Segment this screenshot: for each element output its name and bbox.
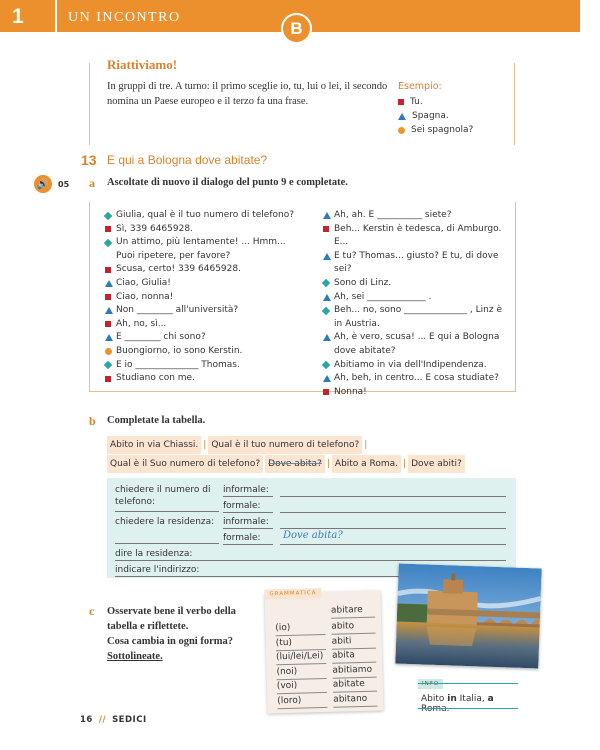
conjugation-pronoun: (noi) xyxy=(276,666,298,677)
dialog-text: Ah, sei _____________ . xyxy=(334,291,432,302)
example-title: Esempio: xyxy=(398,81,442,92)
dialog-text: Scusa, certo! 339 6465928. xyxy=(116,264,241,275)
square-marker-icon xyxy=(323,389,329,395)
dialog-line xyxy=(323,223,511,250)
example-list xyxy=(398,95,473,137)
grammar-line xyxy=(276,663,326,665)
diamond-marker-icon xyxy=(104,211,112,219)
dialog-line xyxy=(323,386,511,400)
dialog-line xyxy=(105,359,305,373)
phrase-chip[interactable]: Abito a Roma. xyxy=(332,455,401,473)
dialog-line xyxy=(105,209,305,223)
phrase-chips xyxy=(107,436,517,474)
dialog-line xyxy=(105,263,305,277)
handwritten-answer: Dove abita? xyxy=(283,530,343,541)
dialog-line xyxy=(323,250,511,277)
square-marker-icon xyxy=(398,99,404,105)
dialog-left-column xyxy=(105,209,305,386)
formale-label: formale: xyxy=(223,533,261,543)
row-label-address: indicare l'indirizzo: xyxy=(115,565,200,575)
info-text xyxy=(421,694,521,714)
grammar-tag: GRAMMATICA xyxy=(264,588,321,599)
row-label-say-residence: dire la residenza: xyxy=(115,549,193,559)
grammar-card xyxy=(264,591,383,714)
info-tag: INFO xyxy=(418,679,443,689)
dialog-line xyxy=(323,277,511,291)
grammar-line xyxy=(332,647,376,649)
triangle-marker-icon xyxy=(105,307,113,314)
conjugation-form[interactable]: abita xyxy=(331,650,356,661)
triangle-marker-icon xyxy=(323,334,331,341)
dialog-line xyxy=(105,345,305,359)
speaker-icon[interactable]: 🔊 xyxy=(34,175,52,193)
dialog-line xyxy=(323,331,511,358)
diamond-marker-icon xyxy=(322,306,330,314)
phrase-chip[interactable]: Dove abiti? xyxy=(408,455,465,473)
chapter-title: UN INCONTRO xyxy=(68,10,181,25)
dialog-line xyxy=(323,304,511,331)
triangle-marker-icon xyxy=(323,212,331,219)
square-marker-icon xyxy=(105,321,111,327)
dialog-text: Giulia, qual è il tuo numero di telefono? xyxy=(116,210,294,220)
dialog-text: Sì, 339 6465928. xyxy=(116,223,193,234)
diamond-marker-icon xyxy=(104,361,112,369)
row-label-residence: chiedere la residenza: xyxy=(115,517,215,527)
triangle-marker-icon xyxy=(323,253,331,260)
task-c-instruction xyxy=(107,604,257,664)
diamond-marker-icon xyxy=(322,361,330,369)
conjugation-pronoun: (voi) xyxy=(276,680,298,692)
info-box xyxy=(418,681,521,714)
dialog-line xyxy=(323,359,511,373)
dialog-line xyxy=(323,291,511,305)
dialog-marker xyxy=(323,304,329,319)
completion-table xyxy=(107,478,516,578)
circle-marker-icon xyxy=(105,348,112,355)
dialog-line xyxy=(105,304,305,318)
audio-track[interactable] xyxy=(34,175,69,193)
label-underline xyxy=(223,512,273,513)
header-divider xyxy=(55,0,57,32)
riattiviamo-text: In gruppi di tre. A turno: il primo sceglie io, tu, lui o lei, il secondo nomina un Paese europeo e il terzo fa una frase. xyxy=(107,81,388,107)
dialog-line xyxy=(105,331,305,345)
info-preposition: in xyxy=(447,694,457,704)
example-item xyxy=(398,109,473,123)
dialog-line xyxy=(323,209,511,223)
phrase-chip[interactable]: Qual è il Suo numero di telefono? xyxy=(107,455,263,473)
answer-line[interactable] xyxy=(280,544,506,545)
photo-illustration xyxy=(395,564,541,669)
info-word: Roma. xyxy=(421,704,450,714)
grammar-line xyxy=(333,676,377,678)
task-c-line-3: Sottolineate. xyxy=(107,651,163,662)
square-marker-icon xyxy=(105,294,111,300)
example-text: Spagna. xyxy=(412,111,449,121)
info-line xyxy=(418,708,518,709)
info-word: Abito xyxy=(421,694,445,704)
dialog-text: Beh... no, sono ______________ , Linz è in Austria. xyxy=(334,305,502,329)
label-underline xyxy=(223,544,273,545)
dialog-text: Un attimo, più lentamente! ... Hmm... Puoi ripetere, per favore? xyxy=(116,237,286,261)
example-item xyxy=(398,123,473,137)
dialog-text: E tu? Thomas... giusto? E tu, di dove sei? xyxy=(334,250,499,275)
square-marker-icon xyxy=(105,376,111,382)
dialog-text: Ciao, nonna! xyxy=(116,291,174,302)
grammar-line xyxy=(276,634,326,636)
chip-separator: | xyxy=(403,459,407,469)
phrase-chip[interactable]: Qual è il tuo numero di telefono? xyxy=(208,436,362,454)
dialog-line xyxy=(105,223,305,237)
conjugation-pronoun: (loro) xyxy=(277,695,302,706)
label-underline xyxy=(223,528,273,529)
diamond-marker-icon xyxy=(104,238,112,246)
dialog-marker xyxy=(105,372,111,387)
diamond-marker-icon xyxy=(322,279,330,287)
conjugation-form[interactable]: abiti xyxy=(331,635,352,647)
page-word: SEDICI xyxy=(112,715,147,725)
riattiviamo-box xyxy=(89,57,515,145)
conjugation-pronoun: (io) xyxy=(275,622,291,634)
castel-santangelo-photo xyxy=(395,564,541,669)
grammar-line xyxy=(332,633,376,635)
triangle-marker-icon xyxy=(105,334,113,341)
page-footer xyxy=(80,715,147,725)
task-c-line-2: Cosa cambia in ogni forma? xyxy=(107,636,233,647)
label-underline xyxy=(115,543,219,544)
dialog-box xyxy=(89,202,516,397)
grammar-line xyxy=(277,692,327,694)
dialog-text: Beh... Kerstin è tedesca, di Amburgo. E... xyxy=(334,223,502,248)
row-label-phone: chiedere il numero di telefono: xyxy=(115,485,211,507)
label-underline xyxy=(115,511,219,512)
dialog-text: Sono di Linz. xyxy=(334,277,392,288)
dialog-marker xyxy=(323,386,329,401)
phrase-chip[interactable]: Abito in via Chiassi. xyxy=(107,436,201,454)
informale-label: informale: xyxy=(223,517,269,527)
phrase-chip-used[interactable]: Dove abita? xyxy=(265,455,325,473)
informale-label: informale: xyxy=(223,485,269,495)
square-marker-icon xyxy=(105,267,111,273)
dialog-line xyxy=(105,318,305,332)
dialog-text: Ah, è vero, scusa! ... E qui a Bologna dove abitate? xyxy=(334,332,500,356)
chapter-number: 1 xyxy=(12,5,24,28)
dialog-line xyxy=(105,277,305,291)
task-b-instruction: Completate la tabella. xyxy=(107,415,206,426)
grammar-line xyxy=(333,705,377,707)
dialog-text: E io ______________ Thomas. xyxy=(116,359,240,370)
triangle-marker-icon xyxy=(323,375,331,382)
answer-line[interactable] xyxy=(280,528,506,529)
formale-label: formale: xyxy=(223,501,261,511)
chip-separator: | xyxy=(203,440,207,450)
circle-marker-icon xyxy=(398,127,405,134)
dialog-text: Non ________ all'università? xyxy=(116,305,239,316)
info-preposition: a xyxy=(487,694,494,704)
answer-line[interactable] xyxy=(280,512,506,513)
triangle-marker-icon xyxy=(105,280,113,287)
answer-line[interactable] xyxy=(115,560,506,561)
task-b-letter: b xyxy=(89,414,96,428)
dialog-text: Ah, no, sì... xyxy=(116,318,167,329)
info-line xyxy=(418,683,518,684)
dialog-text: E ________ chi sono? xyxy=(116,332,206,343)
conjugation-form[interactable]: abitate xyxy=(332,678,365,690)
dialog-right-column xyxy=(323,209,511,399)
dialog-marker xyxy=(105,236,111,251)
exercise-title: E qui a Bologna dove abitate? xyxy=(107,153,268,167)
example-text: Sei spagnola? xyxy=(411,125,474,135)
conjugation-form[interactable]: abitiamo xyxy=(332,664,373,676)
task-c-line-1: Osservate bene il verbo della tabella e riflettete. xyxy=(107,606,236,632)
conjugation-pronoun: (tu) xyxy=(275,637,293,648)
dialog-text: Nonna! xyxy=(334,386,367,397)
footer-separator: // xyxy=(98,715,107,725)
verb-infinitive: abitare xyxy=(330,604,363,616)
riattiviamo-title: Riattiviamo! xyxy=(107,57,178,72)
label-underline xyxy=(223,496,273,497)
square-marker-icon xyxy=(323,226,329,232)
dialog-line xyxy=(105,236,305,263)
chip-separator: | xyxy=(326,459,330,469)
conjugation-form[interactable]: abitano xyxy=(333,693,368,705)
dialog-text: Ah, ah. E __________ siete? xyxy=(334,210,452,220)
dialog-text: Ciao, Giulia! xyxy=(116,277,171,288)
answer-line[interactable] xyxy=(280,496,506,497)
example-item xyxy=(398,95,473,109)
dialog-marker xyxy=(323,331,331,347)
section-letter-badge: B xyxy=(281,13,312,44)
dialog-text: Abitiamo in via dell'Indipendenza. xyxy=(334,359,487,370)
triangle-marker-icon xyxy=(398,113,406,120)
audio-track-number: 05 xyxy=(58,179,70,189)
grammar-line xyxy=(333,691,377,693)
dialog-text: Studiano con me. xyxy=(116,373,195,384)
square-marker-icon xyxy=(105,226,111,232)
conjugation-pronoun: (lui/lei/Lei) xyxy=(275,651,324,663)
example-text: Tu. xyxy=(410,97,423,107)
triangle-marker-icon xyxy=(323,294,331,301)
grammar-line xyxy=(277,677,327,679)
info-word: Italia, xyxy=(459,694,485,704)
dialog-text: Buongiorno, io sono Kerstin. xyxy=(116,345,243,356)
dialog-line xyxy=(323,372,511,386)
exercise-number: 13 xyxy=(81,152,97,168)
dialog-line xyxy=(105,372,305,386)
task-a-instruction: Ascoltate di nuovo il dialogo del punto 9 e completate. xyxy=(107,177,348,188)
chip-separator: | xyxy=(364,440,368,450)
dialog-line xyxy=(105,291,305,305)
dialog-marker xyxy=(323,250,331,266)
task-c-letter: c xyxy=(89,604,95,618)
dialog-text: Ah, beh, in centro... E cosa studiate? xyxy=(334,373,499,384)
page-number: 16 xyxy=(80,715,93,725)
conjugation-form[interactable]: abito xyxy=(331,621,355,632)
task-a-letter: a xyxy=(89,176,95,190)
grammar-line xyxy=(277,706,327,708)
grammar-line xyxy=(331,617,375,619)
dialog-marker xyxy=(323,223,329,238)
